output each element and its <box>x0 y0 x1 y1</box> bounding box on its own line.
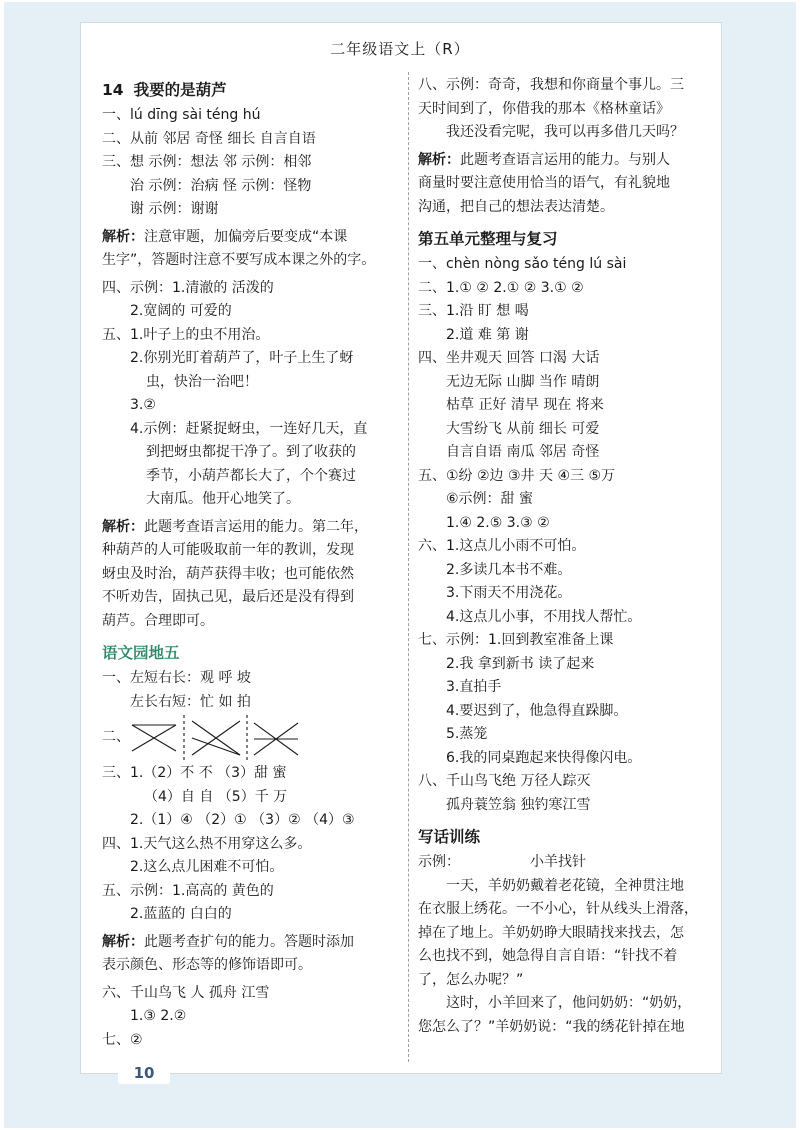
q-label: 一、 <box>102 670 130 686</box>
r-analysis-l2: 商量时要注意使用恰当的语气，有礼貌地 <box>418 175 670 191</box>
u5-q3-l2: 2.道 难 第 谢 <box>446 326 529 343</box>
q-label: 四、 <box>102 835 130 852</box>
matching-lines-figure <box>130 715 300 761</box>
pinyin-answer: lú dīng sài téng hú <box>130 107 261 123</box>
u5-q5 <box>418 465 718 489</box>
q-label: 七、 <box>418 632 446 648</box>
l14-q2 <box>102 128 402 152</box>
l14-q3-l2: 治 示例：治病 怪 示例：怪物 <box>130 177 312 194</box>
g5-q1 <box>102 667 402 691</box>
q-label: 三、 <box>102 154 130 170</box>
essay-p1-l4: 么也找不到，她急得自言自语：“针找不着 <box>418 948 678 964</box>
l14-analysis2-l5: 葫芦。合理即可。 <box>102 612 214 629</box>
garden5-heading: 语文园地五 <box>102 644 180 662</box>
l14-q3 <box>102 151 402 175</box>
u5-q6-l3: 3.下雨天不用浇花。 <box>446 585 572 601</box>
example-label: 示例： <box>418 854 460 870</box>
r-analysis <box>418 149 718 173</box>
g5-q3-l3: 2.（1）④ （2）① （3）② （4）③ <box>130 812 355 828</box>
answer-text: ①纷 ②边 ③井 天 ④三 ⑤万 <box>446 467 616 484</box>
r-analysis-l3: 沟通，把自己的想法表达清楚。 <box>418 198 614 215</box>
q-label: 八、 <box>418 773 446 789</box>
q-label: 三、 <box>418 303 446 319</box>
unit5-heading: 第五单元整理与复习 <box>418 230 558 248</box>
u5-q7-l4: 4.要迟到了，他急得直跺脚。 <box>446 702 628 719</box>
lesson-title: 我要的是葫芦 <box>133 81 227 99</box>
q-label: 二、 <box>418 279 446 296</box>
l14-q4-l2 <box>102 300 402 324</box>
q-label: 四、 <box>418 350 446 366</box>
answer-text: 想 示例：想法 邻 示例：相邻 <box>130 154 312 170</box>
q-label: 八、 <box>418 77 446 93</box>
item-num: 3. <box>130 397 144 413</box>
g5-q7 <box>102 1029 402 1053</box>
analysis-label: 解析： <box>102 933 144 950</box>
r-q8-l3: 我还没看完呢，我可以再多借几天吗？ <box>446 124 684 140</box>
g5-q4 <box>102 833 402 857</box>
q-label: 五、 <box>418 467 446 484</box>
answer-text: 坐井观天 回答 口渴 大话 <box>446 350 600 366</box>
answer-text: 千山鸟飞绝 万径人踪灭 <box>446 773 591 789</box>
u5-q7-l6: 6.我的同桌跑起来快得像闪电。 <box>446 749 642 766</box>
writing-heading: 写话训练 <box>418 828 481 846</box>
u5-q5-l2: ⑥示例：甜 蜜 <box>446 491 534 507</box>
r-q8 <box>418 74 718 98</box>
l14-analysis1-l2: 生字”，答题时注意不要写成本课之外的字。 <box>102 252 376 268</box>
item-num: 2. <box>130 303 144 319</box>
g5-analysis-l2: 表示颜色、形态等的修饰语即可。 <box>102 957 312 973</box>
answer-text: 示例：1.回到教室准备上课 <box>446 632 614 648</box>
page-number: 10 <box>118 1062 170 1084</box>
u5-q3 <box>418 300 718 324</box>
answer-text: 1.（2）不 不 （3）甜 蜜 <box>130 765 287 781</box>
analysis-text: 注意审题，加偏旁后要变成“本课 <box>144 228 348 245</box>
analysis-label: 解析： <box>102 518 144 535</box>
answer-text: 1.天气这么热不用穿这么多。 <box>130 835 312 852</box>
page-header: 二年级语文上（R） <box>330 40 470 58</box>
writing-title-line <box>418 851 718 875</box>
l14-analysis1 <box>102 226 402 250</box>
q-label: 二、 <box>102 130 130 147</box>
lesson-number: 14 <box>102 81 124 99</box>
u5-q2 <box>418 277 718 301</box>
pinyin-answer: chèn nòng sǎo téng lú sài <box>446 256 627 272</box>
l14-q1 <box>102 104 402 128</box>
g5-q6 <box>102 982 402 1006</box>
answer-text: 1.① ② 2.① ② 3.① ② <box>446 279 584 296</box>
l14-analysis2-l3: 蚜虫及时治，葫芦获得丰收；也可能依然 <box>102 565 354 582</box>
u5-q4-l5: 自言自语 南瓜 邻居 奇怪 <box>446 444 600 460</box>
essay-p2-l2: 您怎么了？”羊奶奶说：“我的绣花针掉在地 <box>418 1018 685 1035</box>
q-label: 一、 <box>102 107 130 123</box>
q-label: 一、 <box>418 256 446 272</box>
q-label: 六、 <box>102 984 130 1001</box>
l14-q5-4 <box>102 418 402 442</box>
l14-q5 <box>102 324 402 348</box>
g5-q2 <box>102 714 402 762</box>
l14-q4 <box>102 277 402 301</box>
answer-text: 1.沿 盯 想 喝 <box>446 303 529 319</box>
g5-q5-l2: 2.蓝蓝的 白白的 <box>130 906 232 922</box>
answer-text: 千山鸟飞 人 孤舟 江雪 <box>130 984 270 1001</box>
q-label: 五、 <box>102 882 130 899</box>
u5-q7-l5: 5.蒸笼 <box>446 726 488 742</box>
u5-q4-l4: 大雪纷飞 从前 细长 可爱 <box>446 420 600 437</box>
l14-q5-2b: 虫，快治一治吧！ <box>146 373 258 390</box>
lesson14-heading <box>102 78 402 102</box>
l14-analysis2-l4: 不听劝告，固执己见，最后还是没有得到 <box>102 589 354 605</box>
g5-q6-l2: 1.③ 2.② <box>130 1008 187 1024</box>
u5-q5-l3: 1.④ 2.⑤ 3.③ ② <box>446 514 550 531</box>
u5-q6-l4: 4.这点儿小事，不用找人帮忙。 <box>446 608 642 625</box>
essay-p1-l3: 掉在了地上。羊奶奶睁大眼睛找来找去，怎 <box>418 924 684 941</box>
q-label: 四、 <box>102 279 130 296</box>
analysis-text: 此题考查语言运用的能力。与别人 <box>460 151 670 168</box>
analysis-label: 解析： <box>418 151 460 168</box>
q-label: 三、 <box>102 765 130 781</box>
answer-text: 从前 邻居 奇怪 细长 自言自语 <box>130 130 316 147</box>
l14-q5-3 <box>102 394 402 418</box>
answer-text: 宽阔的 可爱的 <box>143 303 232 319</box>
l14-q5-4b: 到把蚜虫都捉干净了。到了收获的 <box>146 444 356 460</box>
l14-q5-4c: 季节，小葫芦都长大了，个个赛过 <box>146 467 356 484</box>
essay-p1-l5: 了，怎么办呢？” <box>418 971 524 988</box>
answer-text: 左短右长：观 呼 坡 <box>130 670 251 686</box>
answer-text: ② <box>143 397 156 413</box>
l14-q5-2 <box>102 347 402 371</box>
right-column <box>418 74 718 1039</box>
g5-q5 <box>102 880 402 904</box>
essay-p1-l2: 在衣服上绣花。一不小心，针从线头上滑落， <box>418 901 698 917</box>
u5-q7 <box>418 629 718 653</box>
l14-q5-4d: 大南瓜。他开心地笑了。 <box>146 491 300 507</box>
g5-q4-l2: 2.这么点儿困难不可怕。 <box>130 859 284 875</box>
analysis-text: 此题考查扩句的能力。答题时添加 <box>144 933 354 950</box>
u5-q4 <box>418 347 718 371</box>
l14-analysis2 <box>102 516 402 540</box>
answer-text: 示例：奇奇，我想和你商量个事儿。三 <box>446 77 684 93</box>
q-label: 五、 <box>102 326 130 343</box>
analysis-text: 此题考查语言运用的能力。第二年， <box>144 518 368 535</box>
item-num: 2. <box>130 350 144 366</box>
answer-text: 示例：赶紧捉蚜虫，一连好几天，直 <box>143 420 368 437</box>
g5-q3-l2: （4）自 自 （5）千 万 <box>144 788 288 805</box>
u5-q1 <box>418 253 718 277</box>
q-label: 六、 <box>418 538 446 554</box>
analysis-label: 解析： <box>102 228 144 245</box>
u5-q8 <box>418 770 718 794</box>
essay-title: 小羊找针 <box>530 854 586 870</box>
match-line <box>192 738 240 755</box>
answer-text: 示例：1.清澈的 活泼的 <box>130 279 274 296</box>
l14-q3-l3: 谢 示例：谢谢 <box>130 201 219 217</box>
item-num: 1. <box>130 326 144 343</box>
column-divider <box>408 72 409 1062</box>
u5-q8-l2: 孤舟蓑笠翁 独钓寒江雪 <box>446 796 591 813</box>
l14-analysis2-l2: 种葫芦的人可能吸取前一年的教训，发现 <box>102 542 354 558</box>
u5-q7-l3: 3.直拍手 <box>446 679 502 695</box>
left-column <box>102 74 402 1052</box>
g5-q1-l2: 左长右短：忙 如 拍 <box>130 693 251 710</box>
q-label: 七、 <box>102 1031 130 1048</box>
answer-text: 1.这点儿小雨不可怕。 <box>446 538 586 554</box>
item-num: 4. <box>130 420 144 437</box>
u5-q4-l3: 枯草 正好 清早 现在 将来 <box>446 397 604 413</box>
g5-q3 <box>102 762 402 786</box>
u5-q7-l2: 2.我 拿到新书 读了起来 <box>446 655 595 672</box>
essay-p1-l1: 一天，羊奶奶戴着老花镜，全神贯注地 <box>446 877 684 894</box>
g5-analysis <box>102 931 402 955</box>
u5-q4-l2: 无边无际 山脚 当作 晴朗 <box>446 373 600 390</box>
q-label: 二、 <box>102 729 130 746</box>
answer-text: 你别光盯着葫芦了，叶子上生了蚜 <box>143 350 354 366</box>
answer-text: ② <box>130 1031 143 1048</box>
u5-q6-l2: 2.多读几本书不难。 <box>446 561 572 578</box>
answer-text: 叶子上的虫不用治。 <box>143 326 270 343</box>
answer-text: 示例：1.高高的 黄色的 <box>130 882 274 899</box>
essay-p2-l1: 这时，小羊回来了，他问奶奶：“奶奶， <box>446 995 692 1011</box>
u5-q6 <box>418 535 718 559</box>
r-q8-l2: 天时间到了，你借我的那本《格林童话》 <box>418 100 670 117</box>
